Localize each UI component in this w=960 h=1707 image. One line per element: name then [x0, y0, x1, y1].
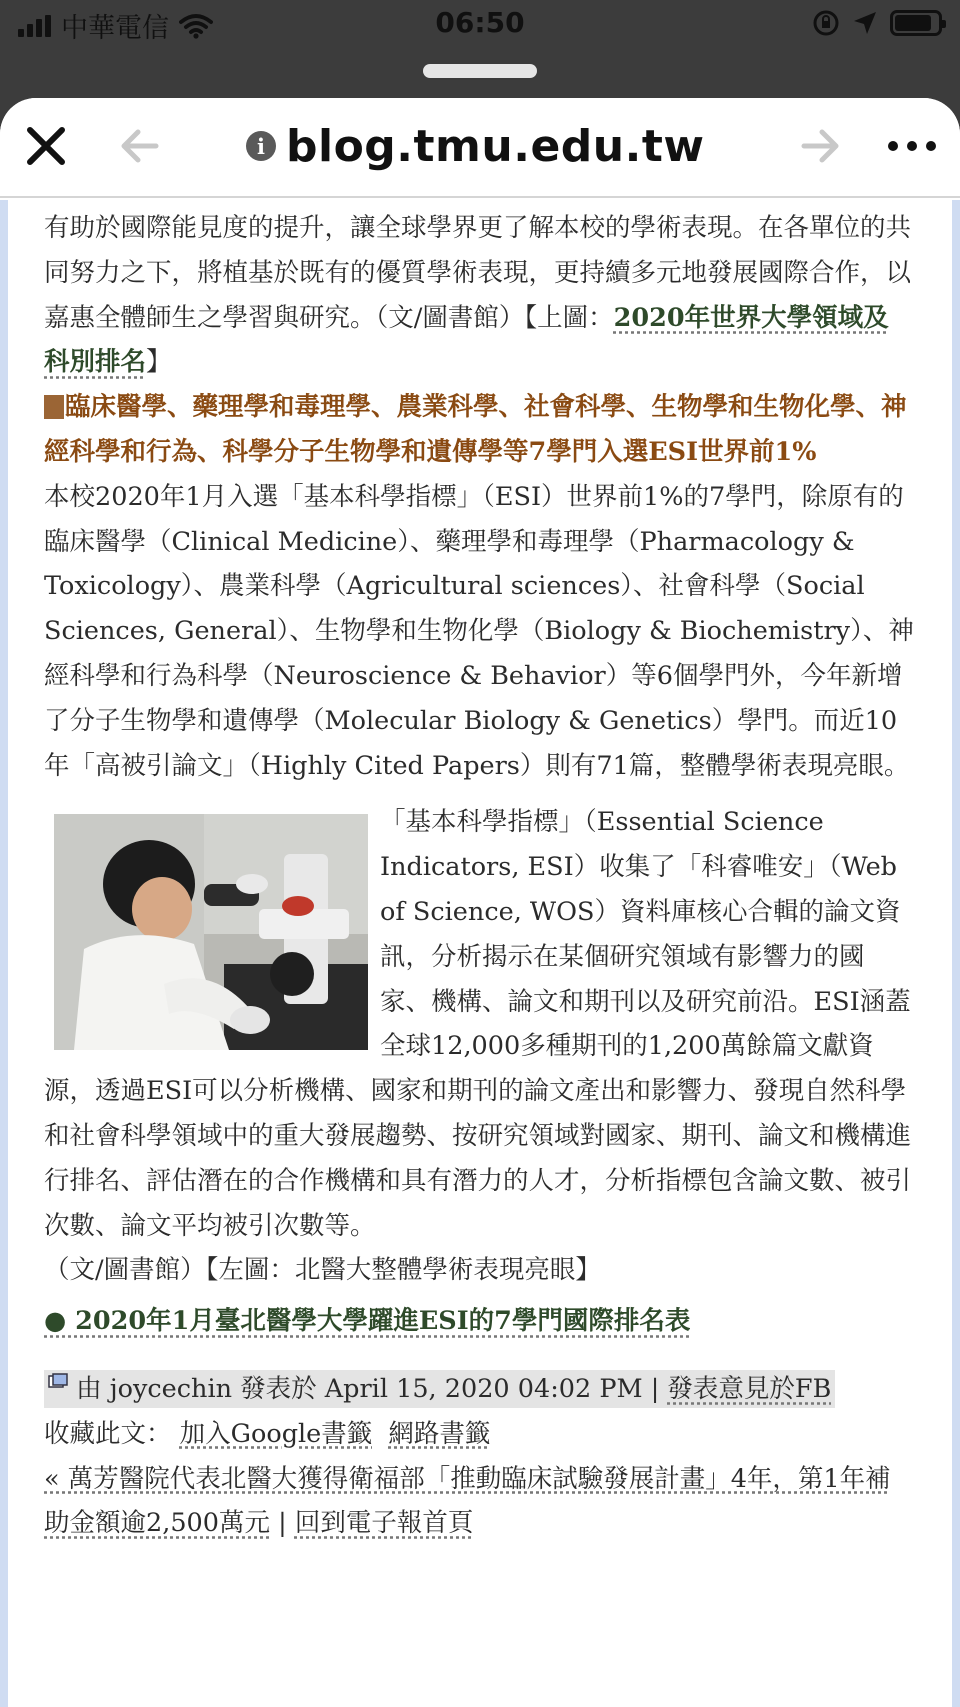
battery-icon — [890, 10, 942, 36]
web-content — [0, 200, 960, 1707]
post-icon — [48, 1373, 68, 1391]
headline-text: 臨床醫學、藥理學和毒理學、農業科學、社會科學、生物學和生物化學、神經科學和行為、科學分子生物學和遺傳學等7學門入選ESI世界前1% — [44, 392, 907, 467]
post-meta — [44, 1370, 835, 1408]
home-link[interactable]: 回到電子報首頁 — [294, 1508, 474, 1539]
article-body — [44, 206, 914, 1546]
url-bar[interactable] — [246, 116, 705, 176]
status-left — [18, 6, 213, 45]
esi-paragraph: 「基本科學指標」（Essential Science Indicators, ESI）收集了「科睿唯安」（Web of Science, WOS）資料庫核心合輯的論文資訊，分析揭示在某個研究領域有影響力的國家、機構、論文和期刊以及研究前沿。ESI涵蓋全球12,000多種期刊的1,200萬餘篇文獻資源，透過ESI可以分析機構、國家和期刊的論文產出和影響力、發現自然科學和社會科學領域中的重大發展趨勢、按研究領域對國家、期刊、論文和機構進行排名、評估潛在的合作機構和具有潛力的人才，分析指標包含論文數、被引次數、論文平均被引次數等。 — [44, 807, 912, 1241]
previous-article-link[interactable]: « 萬芳醫院代表北醫大獲得衛福部「推動臨床試驗發展計畫」4年，第1年補助金額逾2,500萬元 — [44, 1463, 891, 1539]
status-bar — [0, 0, 960, 48]
section-headline — [44, 385, 914, 475]
status-time: 06:50 — [435, 6, 525, 39]
intro-paragraph — [44, 206, 914, 385]
headline-bullet-icon — [44, 395, 64, 419]
intro-close: 】 — [146, 347, 172, 378]
article-navigation — [44, 1457, 914, 1547]
page-right-border — [952, 200, 960, 1707]
esi-credit: （文/圖書館）【左圖：北醫大整體學術表現亮眼】 — [44, 1255, 601, 1286]
forward-arrow-icon[interactable] — [800, 126, 842, 166]
sheet-grabber-handle[interactable] — [423, 64, 537, 78]
ranking-table-link[interactable]: ● 2020年1月臺北醫學大學躍進ESI的7學門國際排名表 — [44, 1306, 691, 1337]
back-arrow-icon[interactable] — [118, 126, 160, 166]
more-icon[interactable] — [886, 136, 938, 156]
photo-text-block — [44, 800, 914, 1293]
in-app-browser-sheet — [0, 98, 960, 1707]
posted-by-text: 由 joycechin 發表於 April 15, 2020 04:02 PM | — [76, 1373, 668, 1404]
browser-toolbar — [0, 98, 960, 198]
location-arrow-icon — [852, 10, 878, 36]
carrier-name: 中華電信 — [61, 13, 169, 44]
wifi-icon — [179, 13, 213, 39]
ranking-link[interactable]: 2020年世界大學領域及科別排名 — [44, 302, 889, 378]
body-paragraph: 本校2020年1月入選「基本科學指標」（ESI）世界前1%的7學門，除原有的臨床醫學（Clinical Medicine）、藥理學和毒理學（Pharmacology & Toxicology）、農業科學（Agricultural sciences）、社會科學（Social Sciences, General）、生物學和生物化學（Biology & Biochemistry）、神經科學和行為科學（Neuroscience & Behavior）等6個學門外，今年新增了分子生物學和遺傳學（Molecular Biology & Genetics）學門。而近10年「高被引論文」（Highly Cited Papers）則有71篇，整體學術表現亮眼。 — [44, 481, 914, 781]
orientation-lock-icon — [812, 9, 840, 37]
google-bookmark-link[interactable]: 加入Google書籤 — [179, 1418, 373, 1449]
close-icon[interactable] — [24, 124, 68, 168]
bookmark-label: 收藏此文： — [44, 1418, 172, 1449]
nav-separator: | — [270, 1508, 295, 1539]
bookmark-row — [44, 1412, 914, 1457]
cellular-signal-icon — [18, 15, 51, 37]
info-icon[interactable]: i — [246, 131, 276, 161]
fb-comment-link[interactable]: 發表意見於FB — [667, 1373, 832, 1404]
page-left-border — [0, 200, 8, 1707]
network-bookmark-link[interactable]: 網路書籤 — [388, 1418, 491, 1449]
url-text: blog.tmu.edu.tw — [286, 120, 705, 172]
researcher-microscope-photo — [54, 814, 368, 1050]
intro-text: 有助於國際能見度的提升，讓全球學界更了解本校的學術表現。在各單位的共同努力之下，將植基於既有的優質學術表現，更持續多元地發展國際合作，以嘉惠全體師生之學習與研究。（文/圖書館）【上圖： — [44, 213, 912, 333]
status-right — [812, 9, 942, 37]
